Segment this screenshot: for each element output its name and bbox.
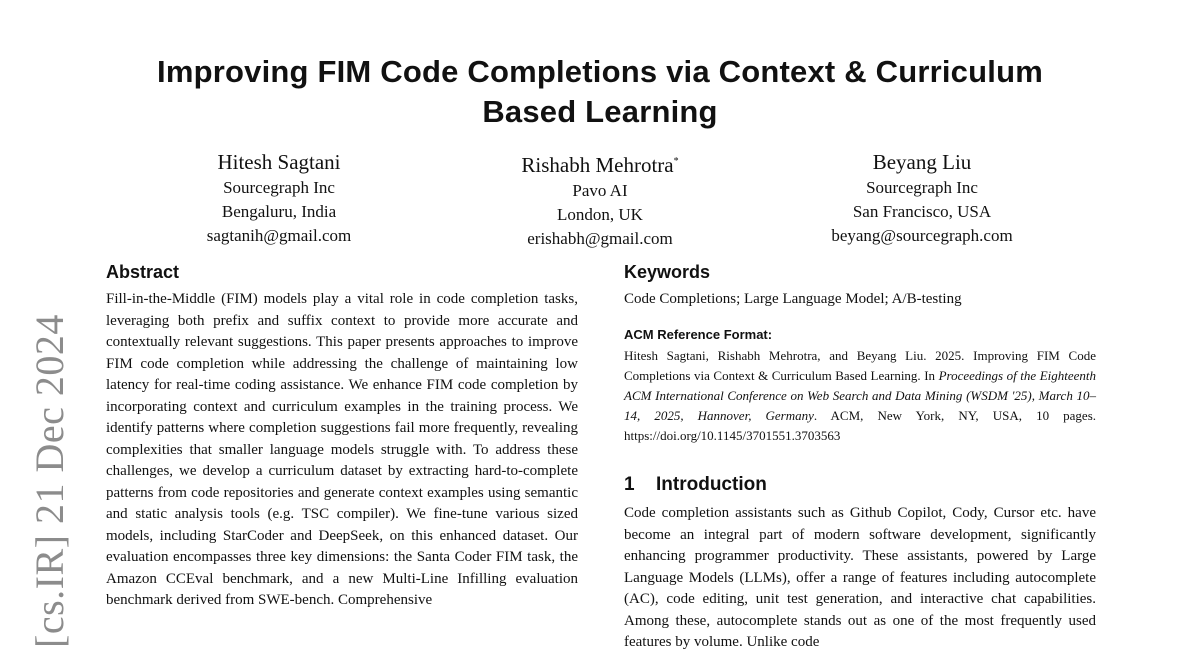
keywords-text: Code Completions; Large Language Model; A/B-testing [624,291,962,307]
author-affiliation: Pavo AI [572,181,628,200]
author-affiliation: Sourcegraph Inc [866,178,978,197]
section-number: 1 [624,474,635,495]
abstract-text: Fill-in-the-Middle (FIM) models play a vital role in code completion tasks, leveraging both prefix and suffix context to provide more accurate and contextually relevant suggestions. This paper presents approaches to improve FIM code completion while addressing the challenge of maintaining low latency for real-time coding assistance. We enhance FIM code completion by incorporating context and curriculum examples in the training process. We identify patterns where completion suggestions fail more frequently, revealing complexities that smaller language models struggle with. To address these challenges, we develop a curriculum dataset by extracting hard-to-complete patterns from code repositories and generate context examples using semantic and static analysis tools (e.g. TSC compiler). We fine-tune various sized models, including StarCoder and DeepSeek, on this enhanced dataset. Our evaluation encompasses three key dimensions: the Santa Coder FIM task, the Amazon CCEval benchmark, and a new Multi-Line Infilling evaluation benchmark derived from SWE-bench. Comprehensive [106,291,578,608]
introduction-heading [624,472,1096,498]
author-marker: * [673,156,679,167]
left-column [106,260,578,612]
keywords-heading: Keywords [624,262,711,282]
author-email: beyang@sourcegraph.com [831,226,1013,245]
arxiv-stamp: [cs.IR] 21 Dec 2024 [27,314,72,648]
right-column [624,260,1096,654]
author-location: San Francisco, USA [852,202,992,221]
acm-reference-venue: Proceedings of the Eighteenth ACM International Conference on Web Search and Data Mining (WSDM '25), March 10–14, 2025, Hannover, Germany [624,368,1097,423]
author-block-2 [450,148,750,251]
acm-reference-tail: . ACM, New York, NY, USA, 10 pages. https://doi.org/10.1145/3701551.3703563 [624,408,1097,443]
author-email: erishabh@gmail.com [527,229,673,248]
section-title: Introduction [656,474,767,495]
author-block-1 [129,148,429,248]
author-name-text: Rishabh Mehrotra [521,153,674,177]
author-location: Bengaluru, India [221,202,337,221]
acm-reference-plain: Hitesh Sagtani, Rishabh Mehrotra, and Beyang Liu. 2025. Improving FIM Code Completions via Context & Curriculum Based Learning. In [624,348,1096,383]
abstract-heading: Abstract [106,262,180,282]
author-name: Hitesh Sagtani [217,150,341,174]
author-location: London, UK [557,205,643,224]
paper-title: Improving FIM Code Completions via Context & Curriculum Based Learning [157,54,1043,129]
acm-reference-text [624,346,1096,446]
author-name: Beyang Liu [872,150,972,174]
author-block-3 [772,148,1072,248]
introduction-text: Code completion assistants such as Github Copilot, Cody, Cursor etc. have become an integral part of modern software development, significantly enhancing programmer productivity. These assistants, powered by Large Language Models (LLMs), offer a range of features including autocomplete (AC), code editing, unit test generation, and interactive chat capabilities. Among these, autocomplete stands out as one of the most frequently used features by volume. Unlike code [624,505,1096,650]
author-affiliation: Sourcegraph Inc [223,178,335,197]
author-email: sagtanih@gmail.com [206,226,352,245]
acm-reference-label: ACM Reference Format: [624,327,773,342]
author-name [450,148,750,179]
